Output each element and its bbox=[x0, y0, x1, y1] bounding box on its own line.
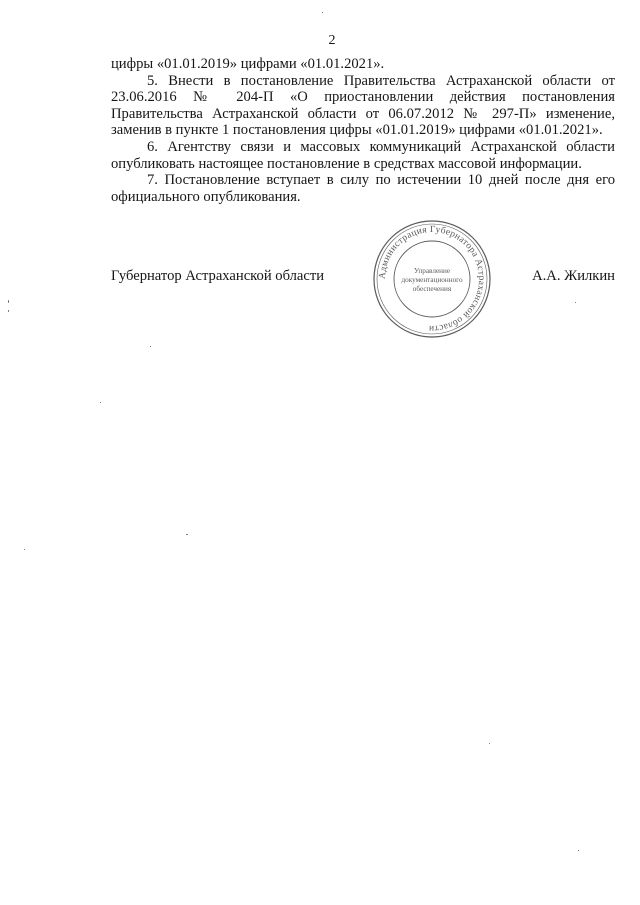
scan-speck bbox=[8, 310, 9, 312]
scan-speck bbox=[322, 12, 323, 13]
stamp-ring-text: Администрация Губернатора Астраханской области bbox=[377, 224, 487, 334]
stamp-center-line-2: документационного bbox=[401, 276, 463, 284]
signatory-position: Губернатор Астраханской области bbox=[111, 268, 325, 284]
paragraph-item-7: 7. Постановление вступает в силу по истечении 10 дней после дня его официального опубликования. bbox=[111, 172, 615, 205]
paragraph-item-6: 6. Агентству связи и массовых коммуникаций Астраханской области опубликовать настоящее постановление в средствах массовой информации. bbox=[111, 138, 615, 172]
signatory-name: А.А. Жилкин bbox=[532, 268, 615, 284]
scan-speck bbox=[578, 850, 579, 851]
paragraph-continuation: цифры «01.01.2019» цифрами «01.01.2021». bbox=[111, 56, 385, 72]
paragraph-item-5: 5. Внести в постановление Правительства Астраханской области от 23.06.2016 № 204-П «О приостановлении действия постановления Правительства Астраханской области от 06.07.2012 № 297-П» изменение, заменив в пункте 1 постановления цифры «01.01.2019» цифрами «01.01.2021». bbox=[111, 72, 615, 139]
scan-speck bbox=[150, 346, 151, 347]
stamp-center-line-1: Управление bbox=[413, 267, 451, 275]
document-body bbox=[111, 56, 615, 205]
stamp-center-line-3: обеспечения bbox=[412, 285, 452, 293]
scan-speck bbox=[8, 300, 9, 303]
scan-speck bbox=[186, 534, 188, 535]
scan-speck bbox=[489, 743, 490, 744]
scan-speck bbox=[24, 549, 25, 550]
scan-speck bbox=[100, 402, 101, 403]
official-seal-stamp bbox=[370, 219, 494, 339]
scan-speck bbox=[575, 302, 576, 303]
page-number: 2 bbox=[328, 33, 336, 48]
